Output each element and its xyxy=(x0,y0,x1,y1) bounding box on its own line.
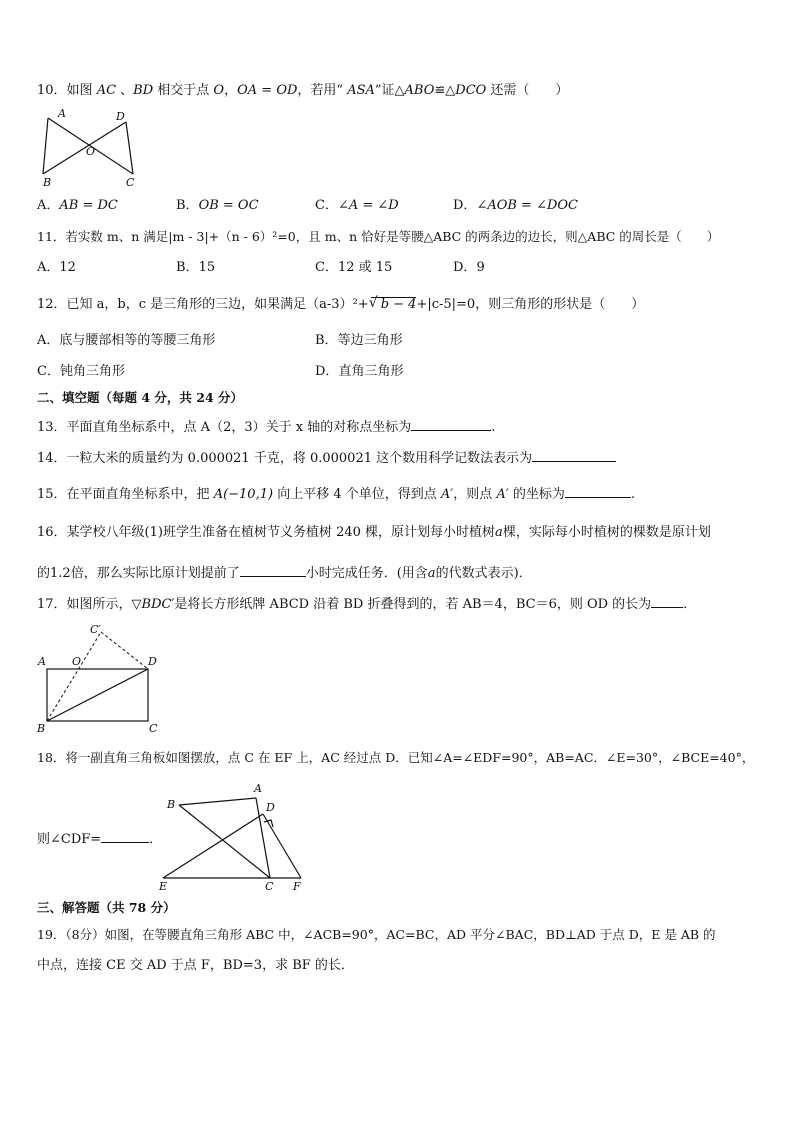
q18-figure xyxy=(155,778,315,892)
q10-label-b: B xyxy=(43,176,52,188)
question-13: 13．平面直角坐标系中，点 A（2，3）关于 x 轴的对称点坐标为 . xyxy=(37,416,495,437)
q18-label-a: A xyxy=(254,782,262,795)
question-15: 15．在平面直角坐标系中，把 A(−10,1) 向上平移 4 个单位，得到点 A′，则点 A′ 的坐标为 . xyxy=(37,483,635,504)
q17-label-a: A xyxy=(38,655,46,668)
q17-figure xyxy=(34,622,166,734)
q11-option-b[interactable]: B．15 xyxy=(176,260,216,275)
q10-option-a[interactable]: A．AB = DC xyxy=(37,198,118,213)
section-2-heading: 二、填空题（每题 4 分，共 24 分） xyxy=(37,390,244,405)
answer-blank[interactable] xyxy=(101,828,149,843)
q18-label-c: C xyxy=(265,880,274,892)
question-12: 12．已知 a，b，c 是三角形的三边，如果满足（a-3）²+√ b − 4+|c-5|=0，则三角形的形状是（ ） xyxy=(37,296,644,314)
answer-blank[interactable] xyxy=(240,562,306,577)
question-10: 10．如图 AC 、BD 相交于点 O，OA = OD，若用“ ASA”证△ABO≌△DCO 还需（ ） xyxy=(37,83,569,98)
q12-option-a[interactable]: A．底与腰部相等的等腰三角形 xyxy=(37,333,216,348)
q11-option-d[interactable]: D．9 xyxy=(453,260,485,275)
q10-label-d: D xyxy=(116,110,125,123)
q17-label-d: D xyxy=(148,655,157,668)
q11-option-c[interactable]: C．12 或 15 xyxy=(315,260,393,275)
q18-label-e: E xyxy=(159,880,168,892)
question-18: 18．将一副直角三角板如图摆放，点 C 在 EF 上，AC 经过点 D．已知∠A=∠EDF=90°，AB=AC．∠E=30°，∠BCE=40°， xyxy=(37,750,755,765)
answer-blank[interactable] xyxy=(532,447,616,462)
q17-label-c: C xyxy=(149,722,158,734)
q12-option-c[interactable]: C．钝角三角形 xyxy=(37,364,125,379)
q10-label-o: O xyxy=(86,145,96,158)
q10-figure xyxy=(38,108,148,188)
question-19-line-2: 中点，连接 CE 交 AD 于点 F，BD=3，求 BF 的长． xyxy=(37,958,354,973)
question-19-line-1: 19．（8分）如图，在等腰直角三角形 ABC 中，∠ACB=90°，AC=BC，AD 平分∠BAC，BD⊥AD 于点 D，E 是 AB 的 xyxy=(37,927,716,942)
sqrt-expression: √ b − 4 xyxy=(371,297,417,312)
answer-blank[interactable] xyxy=(565,483,631,498)
question-16-line-1: 16．某学校八年级(1)班学生准备在植树节义务植树 240 棵，原计划每小时植树a棵，实际每小时植树的棵数是原计划 xyxy=(37,525,711,540)
q10-label-a: A xyxy=(58,108,66,120)
q18-label-b: B xyxy=(167,798,176,811)
q10-option-b[interactable]: B．OB = OC xyxy=(176,198,259,213)
section-3-heading: 三、解答题（共 78 分） xyxy=(37,900,176,915)
question-18-answer: 则∠CDF= ． xyxy=(37,828,162,849)
q12-option-b[interactable]: B．等边三角形 xyxy=(315,333,403,348)
q18-label-d: D xyxy=(266,801,275,814)
question-17: 17．如图所示，▽BDC′是将长方形纸牌 ABCD 沿着 BD 折叠得到的，若 AB＝4，BC＝6，则 OD 的长为 ． xyxy=(37,593,696,614)
q11-option-a[interactable]: A．12 xyxy=(37,260,76,275)
q10-option-c[interactable]: C．∠A = ∠D xyxy=(315,198,399,213)
answer-blank[interactable] xyxy=(411,416,491,431)
question-14: 14．一粒大米的质量约为 0.000021 千克，将 0.000021 这个数用科学记数法表示为 xyxy=(37,447,616,468)
q18-label-f: F xyxy=(293,880,301,892)
answer-blank[interactable] xyxy=(651,593,683,608)
q12-option-d[interactable]: D．直角三角形 xyxy=(315,364,404,379)
question-16-line-2: 的1.2倍，那么实际比原计划提前了 小时完成任务．(用含a的代数式表示)． xyxy=(37,562,532,583)
q17-label-c1: C′ xyxy=(90,623,101,636)
q10-option-d[interactable]: D．∠AOB = ∠DOC xyxy=(453,198,579,213)
q10-label-c: C xyxy=(126,176,135,188)
q17-label-o: O xyxy=(72,655,82,668)
q17-label-b: B xyxy=(37,722,46,734)
question-11: 11．若实数 m、n 满足|m - 3|+（n - 6）²=0，且 m、n 恰好是等腰△ABC 的两条边的边长，则△ABC 的周长是（ ） xyxy=(37,229,720,244)
